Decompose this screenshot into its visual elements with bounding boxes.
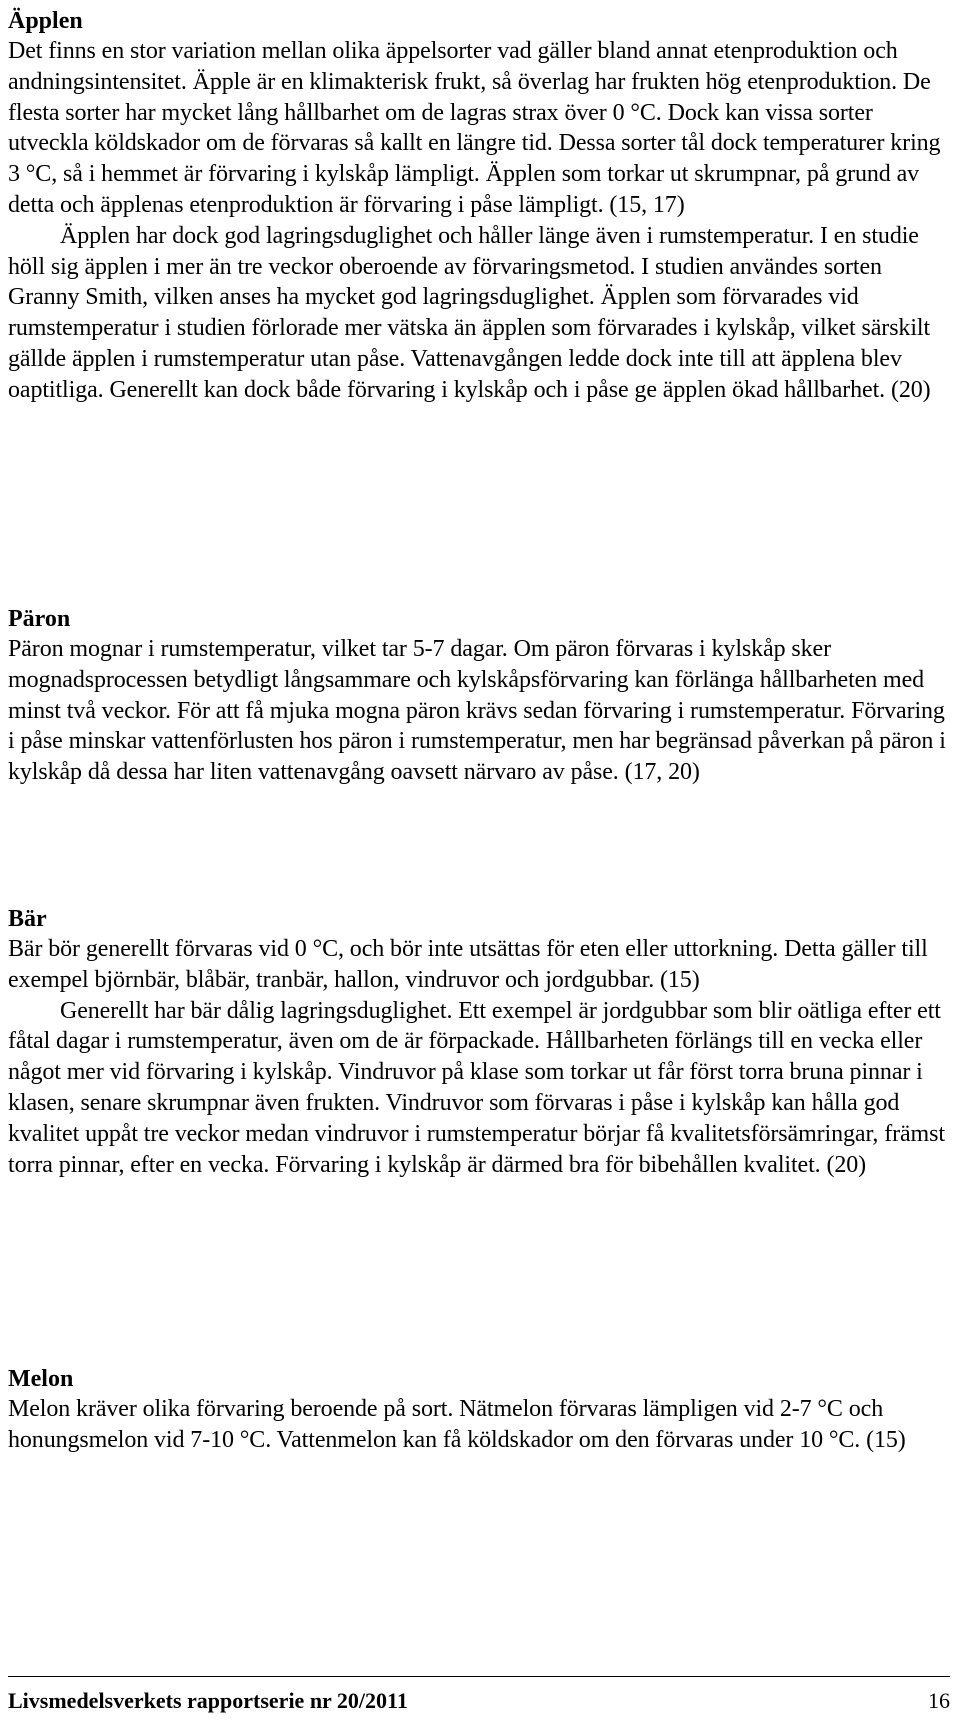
section-heading-apples: Äpplen (8, 8, 83, 34)
apples-paragraph-1: Det finns en stor variation mellan olika äppelsorter vad gäller bland annat etenproduktion och andningsintensitet. Äpple är en klimakterisk frukt, så överlag har frukten hög etenproduktion. De flesta sorter har mycket lång hållbarhet om de lagras strax över 0 °C. Dock kan vissa sorter utveckla köldskador om de förvaras så kallt en längre tid. Dessa sorter tål dock temperaturer kring 3 °C, så i hemmet är förvaring i kylskåp lämpligt. Äpplen som torkar ut skrumpnar, på grund av detta och äpplenas etenproduktion är förvaring i påse lämpligt. (15, 17) (8, 38, 941, 218)
berries-paragraph-2: Generellt har bär dålig lagringsduglighet. Ett exempel är jordgubbar som blir oätliga efter ett fåtal dagar i rumstemperatur, även om de är förpackade. Hållbarheten förlängs till en vecka eller något mer vid förvaring i kylskåp. Vindruvor på klase som torkar ut får först torra bruna pinnar i klasen, senare skrumpnar även frukten. Vindruvor som förvaras i påse i kylskåp kan hålla god kvalitet uppåt tre veckor medan vindruvor i rumstemperatur börjar få kvalitetsförsämringar, främst torra pinnar, efter en vecka. Förvaring i kylskåp är därmed bra för bibehållen kvalitet. (20) (8, 997, 945, 1178)
section-pears (8, 604, 954, 788)
section-heading-pears: Päron (8, 606, 71, 632)
page-footer (8, 1676, 950, 1715)
section-berries (8, 904, 954, 1180)
section-melon (8, 1364, 954, 1456)
berries-paragraph-1: Bär bör generellt förvaras vid 0 °C, och bör inte utsättas för eten eller uttorkning. Detta gäller till exempel björnbär, blåbär, tranbär, hallon, vindruvor och jordgubbar. (15) (8, 936, 928, 993)
section-heading-melon: Melon (8, 1366, 74, 1392)
apples-paragraph-2: Äpplen har dock god lagringsduglighet och håller länge även i rumstemperatur. I en studie höll sig äpplen i mer än tre veckor oberoende av förvaringsmetod. I studien användes sorten Granny Smith, vilken anses ha mycket god lagringsduglighet. Äpplen som förvarades vid rumstemperatur i studien förlorade mer vätska än äpplen som förvarades i kylskåp, vilket särskilt gällde äpplen i rumstemperatur utan påse. Vattenavgången ledde dock inte till att äpplena blev oaptitliga. Generellt kan dock både förvaring i kylskåp och i påse ge äpplen ökad hållbarhet. (20) (8, 222, 931, 403)
footer-page-number: 16 (928, 1688, 950, 1713)
section-apples (8, 6, 954, 406)
section-heading-berries: Bär (8, 906, 47, 932)
melon-paragraph-1: Melon kräver olika förvaring beroende på sort. Nätmelon förvaras lämpligen vid 2-7 °C och honungsmelon vid 7-10 °C. Vattenmelon kan få köldskador om den förvaras under 10 °C. (15) (8, 1396, 906, 1453)
pears-paragraph-1: Päron mognar i rumstemperatur, vilket tar 5-7 dagar. Om päron förvaras i kylskåp sker mognadsprocessen betydligt långsammare och kylskåpsförvaring kan förlänga hållbarheten med minst två veckor. För att få mjuka mogna päron krävs sedan förvaring i rumstemperatur. Förvaring i påse minskar vattenförlusten hos päron i rumstemperatur, men har begränsad påverkan på päron i kylskåp då dessa har liten vattenavgång oavsett närvaro av påse. (17, 20) (8, 636, 946, 786)
footer-report-series: Livsmedelsverkets rapportserie nr 20/2011 (8, 1688, 408, 1713)
